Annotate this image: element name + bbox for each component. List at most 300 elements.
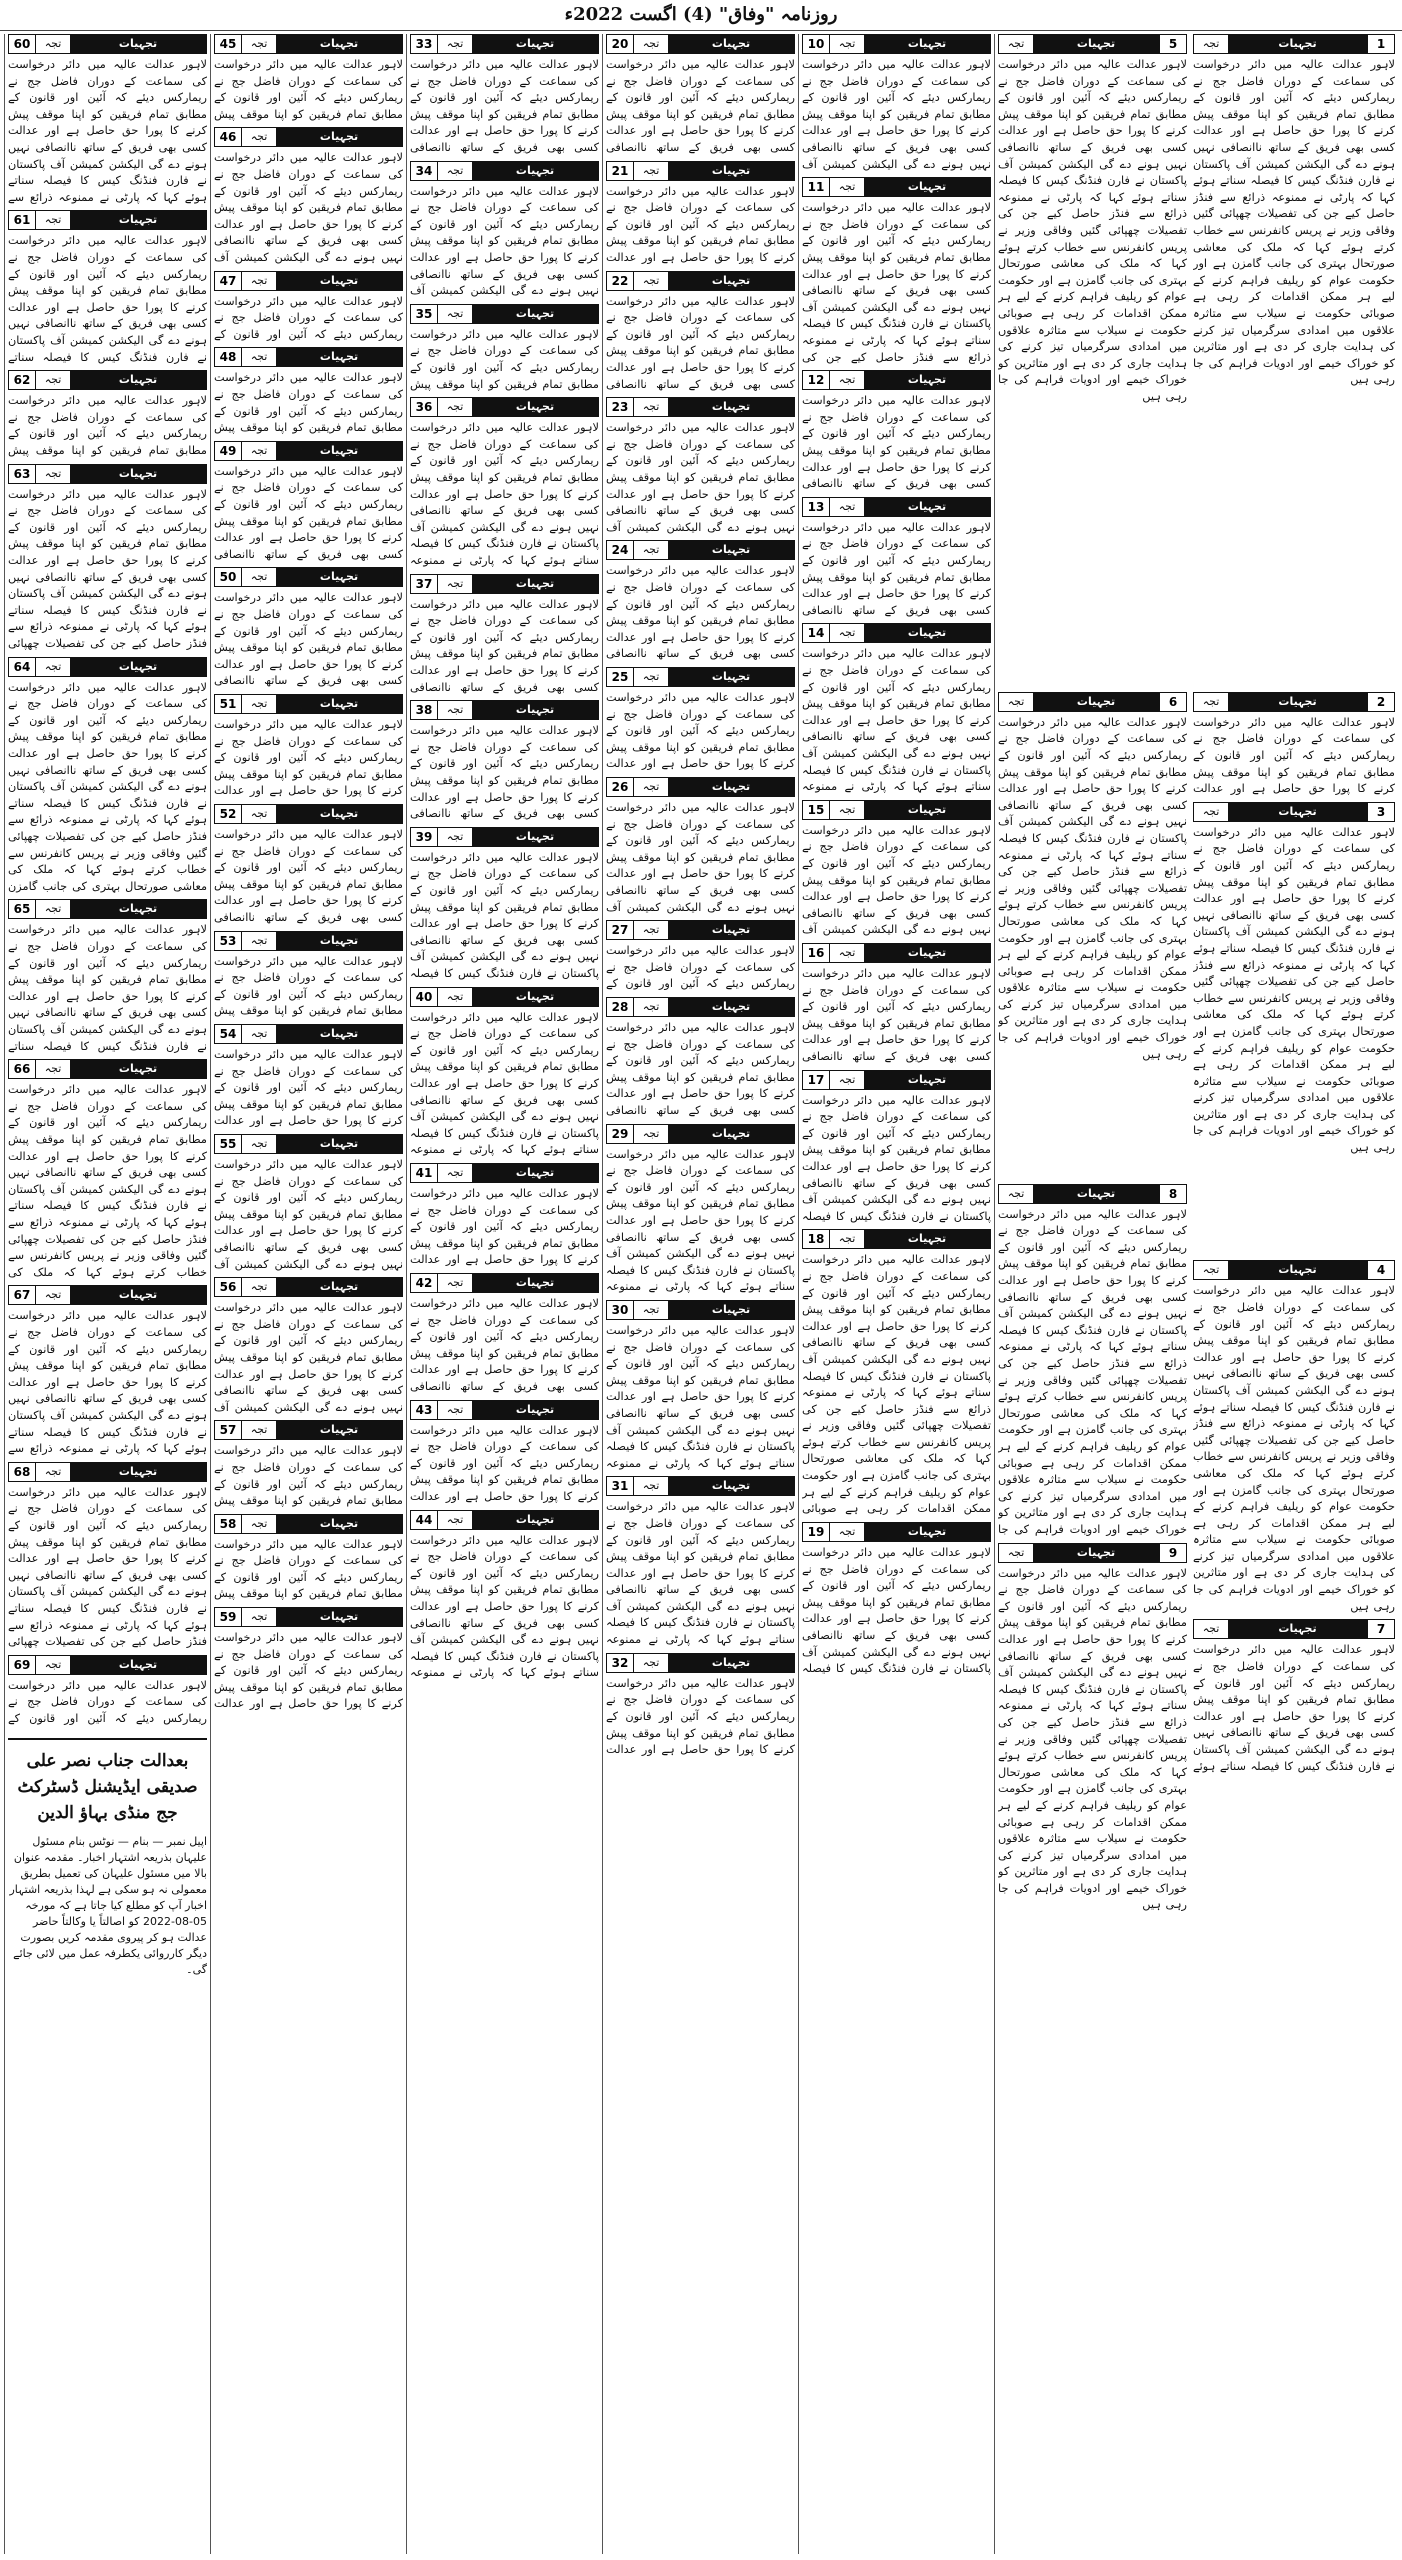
item-category-label: تجہیات <box>864 624 990 642</box>
news-item <box>8 1462 207 1651</box>
item-body: لاہور عدالت عالیہ میں دائر درخواست کی سماعت کے دوران فاضل جج نے ریمارکس دیئے کہ آئین اور قانون کے مطابق تمام فریقین کو اپنا موقف پیش <box>8 394 207 457</box>
item-header <box>410 34 599 54</box>
item-tag: تجہ <box>242 35 276 53</box>
item-body: لاہور عدالت عالیہ میں دائر درخواست کی سماعت کے دوران فاضل جج نے ریمارکس دیئے کہ آئین اور قانون کے مطابق تمام فریقین کو اپنا موقف پیش کرنے کا پورا حق حاصل ہے اور عدالت کسی بھی فریق کے ساتھ ناانصافی نہیں ہونے دے گی الیکشن کمیشن آف پاکستان نے فارن فنڈنگ کیس کا فیصلہ سناتے <box>8 923 207 1053</box>
news-item <box>1193 802 1395 1257</box>
news-item <box>8 370 207 459</box>
item-body: لاہور عدالت عالیہ میں دائر درخواست کی سماعت کے دوران فاضل جج نے ریمارکس دیئے کہ آئین اور قانون کے مطابق تمام فریقین کو اپنا موقف پیش کرنے کا پورا حق حاصل ہے اور عدالت کسی بھی فریق کے ساتھ ناانصافی <box>410 1296 599 1393</box>
news-item <box>8 899 207 1055</box>
item-tag: تجہ <box>830 944 864 962</box>
item-tag: تجہ <box>1194 35 1228 53</box>
item-category-label: تجہیات <box>70 1656 206 1674</box>
item-number: 14 <box>803 624 830 642</box>
item-tag: تجہ <box>999 693 1033 711</box>
item-body: لاہور عدالت عالیہ میں دائر درخواست کی سماعت کے دوران فاضل جج نے ریمارکس دیئے کہ آئین اور قانون کے مطابق تمام فریقین کو اپنا موقف پیش کرنے کا پورا حق حاصل ہے اور عدالت کسی بھی فریق کے ساتھ ناانصافی نہیں ہونے دے گی الیکشن کمیشن آف پاکستان نے فارن فنڈنگ کیس کا فیصلہ سناتے <box>8 234 207 364</box>
item-header <box>8 1655 207 1675</box>
item-tag: تجہ <box>242 1421 276 1439</box>
item-tag: تجہ <box>242 568 276 586</box>
news-item <box>214 271 403 344</box>
item-header <box>8 1285 207 1305</box>
item-body: لاہور عدالت عالیہ میں دائر درخواست کی سماعت کے دوران فاضل جج نے ریمارکس دیئے کہ آئین اور قانون کے مطابق تمام فریقین کو اپنا موقف پیش کرنے کا پورا حق حاصل ہے اور عدالت کسی بھی فریق کے ساتھ ناانصافی <box>410 597 599 694</box>
item-number: 33 <box>411 35 438 53</box>
item-body: لاہور عدالت عالیہ میں دائر درخواست کی سماعت کے دوران فاضل جج نے ریمارکس دیئے کہ آئین اور قانون کے مطابق تمام فریقین کو اپنا موقف پیش کرنے کا پورا حق حاصل ہے اور عدالت کسی بھی فریق کے ساتھ ناانصافی نہیں ہونے دے گی الیکشن کمیشن آف پاکستان نے فارن فنڈنگ کیس کا فیصلہ <box>802 1093 991 1223</box>
item-body: لاہور عدالت عالیہ میں دائر درخواست کی سماعت کے دوران فاضل جج نے ریمارکس دیئے کہ آئین اور قانون کے مطابق تمام فریقین کو اپنا موقف پیش کرنے کا پورا حق حاصل ہے اور عدالت <box>410 1186 599 1267</box>
item-category-label: تجہیات <box>668 1125 794 1143</box>
item-number: 36 <box>411 398 438 416</box>
news-item <box>606 920 795 993</box>
item-header <box>606 667 795 687</box>
item-body: لاہور عدالت عالیہ میں دائر درخواست کی سماعت کے دوران فاضل جج نے ریمارکس دیئے کہ آئین اور قانون کے <box>214 294 403 341</box>
item-body: لاہور عدالت عالیہ میں دائر درخواست کی سماعت کے دوران فاضل جج نے ریمارکس دیئے کہ آئین اور قانون کے مطابق تمام فریقین کو اپنا موقف پیش کرنے کا پورا حق حاصل ہے اور عدالت کسی بھی فریق کے ساتھ ناانصافی نہیں ہونے دے گی الیکشن کمیشن آف پاکستان نے فارن فنڈنگ کیس کا فیصلہ سناتے ہوئے کہا کہ پارٹی نے ممنوعہ <box>410 1533 599 1680</box>
item-category-label: تجہیات <box>276 1278 402 1296</box>
item-body: لاہور عدالت عالیہ میں دائر درخواست کی سماعت کے دوران فاضل جج نے ریمارکس دیئے کہ آئین اور قانون کے مطابق تمام فریقین کو اپنا موقف پیش کرنے کا پورا حق حاصل ہے اور عدالت <box>214 1631 403 1711</box>
item-tag: تجہ <box>438 1164 472 1182</box>
item-header <box>802 34 991 54</box>
item-header <box>214 1134 403 1154</box>
item-body: لاہور عدالت عالیہ میں دائر درخواست کی سماعت کے دوران فاضل جج نے ریمارکس دیئے کہ آئین اور قانون کے مطابق تمام فریقین کو اپنا موقف پیش کرنے کا پورا حق حاصل ہے اور عدالت <box>1193 715 1395 796</box>
item-header <box>1193 692 1395 712</box>
item-header <box>410 987 599 1007</box>
item-body: لاہور عدالت عالیہ میں دائر درخواست کی سماعت کے دوران فاضل جج نے ریمارکس دیئے کہ آئین اور قانون کے مطابق تمام فریقین کو اپنا موقف پیش کرنے کا پورا حق حاصل ہے اور عدالت کسی بھی فریق کے ساتھ ناانصافی نہیں ہونے دے گی الیکشن کمیشن آف پاکستان نے فارن فنڈنگ کیس کا فیصلہ سناتے ہوئے کہا کہ پارٹی نے ممنوعہ ذرائع سے فنڈز حاصل کیے جن کی تفصیلات چھپائی <box>8 487 207 650</box>
item-tag: تجہ <box>634 1477 668 1495</box>
item-tag: تجہ <box>634 1654 668 1672</box>
item-number: 29 <box>607 1125 634 1143</box>
news-item <box>802 943 991 1066</box>
news-item <box>606 997 795 1120</box>
item-body: لاہور عدالت عالیہ میں دائر درخواست کی سماعت کے دوران فاضل جج نے ریمارکس دیئے کہ آئین اور قانون کے مطابق تمام فریقین کو اپنا موقف پیش کرنے کا پورا حق حاصل ہے اور عدالت کسی بھی فریق کے ساتھ ناانصافی نہیں ہونے دے گی الیکشن کمیشن آف پاکستان نے فارن فنڈنگ کیس کا فیصلہ سناتے ہوئے کہا کہ پارٹی نے ممنوعہ ذرائع سے فنڈز حاصل کیے جن کی تفصیلات چھپائی گئیں وفاقی وزیر نے پریس کانفرنس سے خطاب کرتے ہوئے کہا کہ ملک کی معاشی صورتحال بہتری کی جانب گامزن ہے اور حکومت عوام کو ریلیف فراہم کرنے کے لیے ہر ممکن اقدامات کر رہی ہے صوبائی حکومت نے سیلاب سے متاثرہ علاقوں میں امدادی سرگرمیاں تیز کرنے کی ہدایت جاری کر دی ہے اور متاثرین کو خوراک خیمے اور ادویات فراہم کی جا رہی ہیں <box>1193 58 1395 387</box>
news-item <box>214 694 403 800</box>
news-item <box>606 271 795 394</box>
item-category-label: تجہیات <box>864 1523 990 1541</box>
item-body: لاہور عدالت عالیہ میں دائر درخواست کی سماعت کے دوران فاضل جج نے ریمارکس دیئے کہ آئین اور قانون کے مطابق تمام فریقین کو اپنا موقف پیش کرنے کا پورا حق حاصل ہے اور عدالت کسی بھی فریق کے ساتھ ناانصافی نہیں ہونے دے گی الیکشن کمیشن آف پاکستان نے فارن فنڈنگ کیس کا فیصلہ سناتے ہوئے کہا کہ پارٹی نے ممنوعہ <box>606 1500 795 1647</box>
item-number: 67 <box>9 1286 36 1304</box>
item-number: 55 <box>215 1135 242 1153</box>
news-column <box>602 34 798 2554</box>
item-body: لاہور عدالت عالیہ میں دائر درخواست کی سماعت کے دوران فاضل جج نے ریمارکس دیئے کہ آئین اور قانون کے مطابق تمام فریقین کو اپنا موقف پیش کرنے کا پورا حق حاصل ہے اور عدالت کسی بھی فریق کے ساتھ ناانصافی نہیں ہونے دے گی الیکشن کمیشن آف پاکستان نے فارن فنڈنگ کیس کا فیصلہ سناتے ہوئے کہا کہ پارٹی نے ممنوعہ <box>606 1147 795 1294</box>
news-item <box>214 804 403 927</box>
item-header <box>8 899 207 919</box>
news-item <box>410 987 599 1159</box>
item-category-label: تجہیات <box>276 1608 402 1626</box>
item-header <box>410 1400 599 1420</box>
item-body: لاہور عدالت عالیہ میں دائر درخواست کی سماعت کے دوران فاضل جج نے ریمارکس دیئے کہ آئین اور قانون کے مطابق تمام فریقین کو اپنا موقف پیش کرنے کا پورا حق حاصل ہے اور عدالت کسی بھی فریق کے ساتھ ناانصافی نہیں ہونے دے گی الیکشن کمیشن آف پاکستان نے فارن فنڈنگ کیس کا فیصلہ سناتے ہوئے کہا کہ پارٹی نے ممنوعہ <box>606 1323 795 1470</box>
news-item <box>8 34 207 206</box>
item-number: 61 <box>9 211 36 229</box>
item-body: لاہور عدالت عالیہ میں دائر درخواست کی سماعت کے دوران فاضل جج نے ریمارکس دیئے کہ آئین اور قانون کے مطابق تمام فریقین کو اپنا موقف پیش کرنے کا پورا حق حاصل ہے اور عدالت کسی بھی فریق کے ساتھ ناانصافی نہیں ہونے دے گی الیکشن کمیشن آف پاکستان نے فارن فنڈنگ کیس کا فیصلہ سناتے ہوئے کہا کہ پارٹی نے ممنوعہ ذرائع سے <box>8 58 207 204</box>
item-body: لاہور عدالت عالیہ میں دائر درخواست کی سماعت کے دوران فاضل جج نے ریمارکس دیئے کہ آئین اور قانون کے مطابق تمام فریقین کو اپنا موقف پیش <box>410 327 599 391</box>
item-body: لاہور عدالت عالیہ میں دائر درخواست کی سماعت کے دوران فاضل جج نے ریمارکس دیئے کہ آئین اور قانون کے مطابق تمام فریقین کو اپنا موقف پیش کرنے کا پورا حق حاصل ہے اور عدالت کسی بھی فریق کے ساتھ ناانصافی نہیں ہونے دے گی الیکشن کمیشن آف <box>214 1157 403 1271</box>
item-number: 35 <box>411 305 438 323</box>
item-category-label: تجہیات <box>472 305 598 323</box>
item-category-label: تجہیات <box>668 541 794 559</box>
item-tag: تجہ <box>438 398 472 416</box>
item-category-label: تجہیات <box>668 1654 794 1672</box>
item-tag: تجہ <box>36 465 70 483</box>
item-tag: تجہ <box>438 1511 472 1529</box>
item-body: لاہور عدالت عالیہ میں دائر درخواست کی سماعت کے دوران فاضل جج نے ریمارکس دیئے کہ آئین اور قانون کے مطابق تمام فریقین کو اپنا موقف پیش کرنے کا پورا حق حاصل ہے اور عدالت کسی بھی فریق کے ساتھ ناانصافی نہیں ہونے دے گی الیکشن کمیشن آف پاکستان نے فارن فنڈنگ کیس کا فیصلہ سناتے ہوئے کہا کہ پارٹی نے ممنوعہ ذرائع سے فنڈز حاصل کیے جن کی تفصیلات چھپائی گئیں وفاقی وزیر نے پریس کانفرنس سے خطاب کرتے ہوئے کہا کہ ملک کی معاشی صورتحال بہتری کی جانب گامزن ہے اور حکومت عوام کو ریلیف فراہم کرنے کے لیے ہر ممکن اقدامات کر رہی ہے صوبائی حکومت نے سیلاب سے متاثرہ علاقوں میں امدادی سرگرمیاں تیز کرنے کی ہدایت جاری کر دی ہے اور متاثرین کو خوراک خیمے اور ادویات فراہم کی جا رہی ہیں <box>1193 1284 1395 1613</box>
item-tag: تجہ <box>438 162 472 180</box>
item-tag: تجہ <box>634 1125 668 1143</box>
item-category-label: تجہیات <box>276 1135 402 1153</box>
item-header <box>802 800 991 820</box>
news-item <box>8 1059 207 1281</box>
item-tag: تجہ <box>438 988 472 1006</box>
item-category-label: تجہیات <box>276 1421 402 1439</box>
item-number: 53 <box>215 932 242 950</box>
item-number: 38 <box>411 701 438 719</box>
item-header <box>8 464 207 484</box>
item-category-label: تجہیات <box>864 1071 990 1089</box>
item-category-label: تجہیات <box>668 162 794 180</box>
item-header <box>410 1273 599 1293</box>
item-number: 20 <box>607 35 634 53</box>
item-category-label: تجہیات <box>668 398 794 416</box>
item-body: لاہور عدالت عالیہ میں دائر درخواست کی سماعت کے دوران فاضل جج نے ریمارکس دیئے کہ آئین اور قانون کے مطابق تمام فریقین کو اپنا موقف پیش کرنے کا پورا حق حاصل ہے اور عدالت کسی بھی فریق کے ساتھ ناانصافی نہیں ہونے دے گی الیکشن کمیشن آف <box>214 1301 403 1414</box>
item-number: 21 <box>607 162 634 180</box>
item-number: 57 <box>215 1421 242 1439</box>
item-header <box>214 347 403 367</box>
news-item <box>214 1134 403 1273</box>
item-number: 60 <box>9 35 36 53</box>
item-category-label: تجہیات <box>1033 1544 1159 1562</box>
news-item <box>214 931 403 1020</box>
news-item <box>214 34 403 123</box>
item-body: لاہور عدالت عالیہ میں دائر درخواست کی سماعت کے دوران فاضل جج نے ریمارکس دیئے کہ آئین اور قانون کے مطابق تمام فریقین کو اپنا موقف پیش کرنے کا پورا حق حاصل ہے اور عدالت کسی بھی فریق کے ساتھ ناانصافی نہیں ہونے دے گی الیکشن کمیشن آف پاکستان نے فارن فنڈنگ کیس کا فیصلہ سناتے ہوئے کہا کہ پارٹی نے ممنوعہ <box>802 647 991 794</box>
item-category-label: تجہیات <box>1228 803 1367 821</box>
item-tag: تجہ <box>438 1401 472 1419</box>
item-tag: تجہ <box>242 805 276 823</box>
item-number: 46 <box>215 128 242 146</box>
item-header <box>1193 1619 1395 1639</box>
item-number: 15 <box>803 801 830 819</box>
item-header <box>410 827 599 847</box>
item-body: لاہور عدالت عالیہ میں دائر درخواست کی سماعت کے دوران فاضل جج نے ریمارکس دیئے کہ آئین اور قانون کے <box>8 1678 207 1725</box>
item-number: 45 <box>215 35 242 53</box>
news-item <box>410 574 599 697</box>
item-number: 5 <box>1159 35 1186 53</box>
news-item <box>606 397 795 536</box>
item-tag: تجہ <box>634 272 668 290</box>
item-header <box>214 1607 403 1627</box>
item-body: لاہور عدالت عالیہ میں دائر درخواست کی سماعت کے دوران فاضل جج نے ریمارکس دیئے کہ آئین اور قانون کے <box>606 944 795 991</box>
item-header <box>410 700 599 720</box>
news-item <box>8 657 207 896</box>
item-body: لاہور عدالت عالیہ میں دائر درخواست کی سماعت کے دوران فاضل جج نے ریمارکس دیئے کہ آئین اور قانون کے مطابق تمام فریقین کو اپنا موقف پیش کرنے کا پورا حق حاصل ہے اور عدالت کسی بھی فریق کے ساتھ ناانصافی نہیں ہونے دے گی الیکشن کمیشن آف پاکستان نے فارن فنڈنگ کیس کا فیصلہ سناتے ہوئے کہا کہ پارٹی نے ممنوعہ ذرائع سے فنڈز حاصل کیے جن کی تفصیلات چھپائی گئیں وفاقی وزیر نے پریس کانفرنس سے خطاب کرتے ہوئے کہا کہ ملک کی معاشی صورتحال بہتری کی جانب گامزن ہے اور حکومت عوام کو ریلیف فراہم کرنے کے لیے ہر ممکن اقدامات کر رہی ہے صوبائی حکومت نے سیلاب سے متاثرہ علاقوں میں امدادی سرگرمیاں تیز کرنے کی ہدایت جاری کر دی ہے اور متاثرین کو خوراک خیمے اور ادویات فراہم کی جا رہی ہیں <box>998 1566 1187 1912</box>
item-number: 27 <box>607 921 634 939</box>
item-category-label: تجہیات <box>70 465 206 483</box>
item-body: لاہور عدالت عالیہ میں دائر درخواست کی سماعت کے دوران فاضل جج نے ریمارکس دیئے کہ آئین اور قانون کے مطابق تمام فریقین کو اپنا موقف پیش کرنے کا پورا حق حاصل ہے اور عدالت کسی بھی فریق کے ساتھ ناانصافی نہیں ہونے دے گی الیکشن کمیشن آف <box>410 184 599 298</box>
item-category-label: تجہیات <box>276 695 402 713</box>
item-header <box>410 1163 599 1183</box>
item-number: 24 <box>607 541 634 559</box>
news-column <box>1190 34 1398 2554</box>
item-header <box>606 397 795 417</box>
item-category-label: تجہیات <box>1033 693 1159 711</box>
item-body: لاہور عدالت عالیہ میں دائر درخواست کی سماعت کے دوران فاضل جج نے ریمارکس دیئے کہ آئین اور قانون کے مطابق تمام فریقین کو اپنا موقف پیش کرنے کا پورا حق حاصل ہے اور عدالت <box>606 1676 795 1757</box>
item-number: 58 <box>215 1515 242 1533</box>
item-body: لاہور عدالت عالیہ میں دائر درخواست کی سماعت کے دوران فاضل جج نے ریمارکس دیئے کہ آئین اور قانون کے مطابق تمام فریقین کو اپنا موقف پیش <box>214 1537 403 1601</box>
item-number: 44 <box>411 1511 438 1529</box>
item-tag: تجہ <box>438 1274 472 1292</box>
item-tag: تجہ <box>830 498 864 516</box>
item-category-label: تجہیات <box>864 35 990 53</box>
item-number: 42 <box>411 1274 438 1292</box>
item-tag: تجہ <box>999 1185 1033 1203</box>
item-category-label: تجہیات <box>864 178 990 196</box>
item-tag: تجہ <box>1194 1620 1228 1638</box>
item-tag: تجہ <box>438 305 472 323</box>
item-header <box>8 210 207 230</box>
news-item <box>606 161 795 267</box>
item-category-label: تجہیات <box>864 944 990 962</box>
item-number: 40 <box>411 988 438 1006</box>
item-category-label: تجہیات <box>1228 693 1367 711</box>
item-tag: تجہ <box>36 211 70 229</box>
news-item <box>998 34 1187 688</box>
item-number: 39 <box>411 828 438 846</box>
item-body: لاہور عدالت عالیہ میں دائر درخواست کی سماعت کے دوران فاضل جج نے ریمارکس دیئے کہ آئین اور قانون کے مطابق تمام فریقین کو اپنا موقف پیش کرنے کا پورا حق حاصل ہے اور عدالت <box>214 717 403 798</box>
item-tag: تجہ <box>830 801 864 819</box>
item-category-label: تجہیات <box>864 371 990 389</box>
news-column <box>4 34 210 2554</box>
news-item <box>214 127 403 266</box>
item-tag: تجہ <box>999 1544 1033 1562</box>
item-category-label: تجہیات <box>472 1274 598 1292</box>
item-header <box>410 397 599 417</box>
item-header <box>606 1653 795 1673</box>
news-column <box>994 34 1190 2554</box>
item-body: لاہور عدالت عالیہ میں دائر درخواست کی سماعت کے دوران فاضل جج نے ریمارکس دیئے کہ آئین اور قانون کے مطابق تمام فریقین کو اپنا موقف پیش کرنے کا پورا حق حاصل ہے اور عدالت کسی بھی فریق کے ساتھ ناانصافی نہیں ہونے دے گی الیکشن کمیشن آف پاکستان نے فارن فنڈنگ کیس کا فیصلہ سناتے ہوئے کہا کہ پارٹی نے ممنوعہ ذرائع سے فنڈز حاصل کیے جن کی تفصیلات چھپائی گئیں وفاقی وزیر نے پریس کانفرنس سے خطاب کرتے ہوئے کہا کہ ملک کی معاشی صورتحال بہتری کی جانب گامزن ہے اور حکومت عوام کو ریلیف فراہم کرنے کے لیے ہر ممکن اقدامات کر رہی ہے صوبائی حکومت نے سیلاب سے متاثرہ علاقوں میں امدادی سرگرمیاں تیز کرنے کی ہدایت جاری کر دی ہے اور متاثرین کو خوراک خیمے اور ادویات فراہم کی جا <box>998 1207 1187 1536</box>
item-header <box>214 1420 403 1440</box>
item-tag: تجہ <box>830 624 864 642</box>
item-header <box>606 920 795 940</box>
news-item <box>998 692 1187 1180</box>
item-number: 3 <box>1367 803 1394 821</box>
item-number: 25 <box>607 668 634 686</box>
item-header <box>606 161 795 181</box>
news-item <box>8 1285 207 1457</box>
item-category-label: تجہیات <box>276 128 402 146</box>
news-item <box>1193 1619 1395 1775</box>
item-number: 30 <box>607 1301 634 1319</box>
item-body: لاہور عدالت عالیہ میں دائر درخواست کی سماعت کے دوران فاضل جج نے ریمارکس دیئے کہ آئین اور قانون کے مطابق تمام فریقین کو اپنا موقف پیش کرنے کا پورا حق حاصل ہے اور عدالت کسی بھی فریق کے ساتھ ناانصافی نہیں ہونے دے گی الیکشن کمیشن آف پاکستان نے فارن فنڈنگ کیس کا فیصلہ <box>802 1545 991 1676</box>
item-body: لاہور عدالت عالیہ میں دائر درخواست کی سماعت کے دوران فاضل جج نے ریمارکس دیئے کہ آئین اور قانون کے مطابق تمام فریقین کو اپنا موقف پیش <box>214 954 403 1018</box>
item-category-label: تجہیات <box>70 900 206 918</box>
news-item <box>802 34 991 173</box>
item-header <box>214 127 403 147</box>
item-tag: تجہ <box>242 695 276 713</box>
item-body: لاہور عدالت عالیہ میں دائر درخواست کی سماعت کے دوران فاضل جج نے ریمارکس دیئے کہ آئین اور قانون کے مطابق تمام فریقین کو اپنا موقف پیش کرنے کا پورا حق حاصل ہے اور عدالت کسی بھی فریق کے ساتھ ناانصافی نہیں ہونے دے گی الیکشن کمیشن آف پاکستان نے فارن فنڈنگ کیس کا فیصلہ <box>410 850 599 980</box>
item-category-label: تجہیات <box>668 1477 794 1495</box>
item-tag: تجہ <box>438 35 472 53</box>
item-number: 51 <box>215 695 242 713</box>
item-category-label: تجہیات <box>70 371 206 389</box>
item-tag: تجہ <box>830 371 864 389</box>
item-number: 22 <box>607 272 634 290</box>
item-tag: تجہ <box>242 1278 276 1296</box>
item-number: 32 <box>607 1654 634 1672</box>
item-header <box>606 271 795 291</box>
item-header <box>606 1300 795 1320</box>
item-category-label: تجہیات <box>472 162 598 180</box>
item-body: لاہور عدالت عالیہ میں دائر درخواست کی سماعت کے دوران فاضل جج نے ریمارکس دیئے کہ آئین اور قانون کے مطابق تمام فریقین کو اپنا موقف پیش کرنے کا پورا حق حاصل ہے اور عدالت کسی بھی فریق کے ساتھ ناانصافی نہیں ہونے دے گی الیکشن کمیشن آف پاکستان نے فارن فنڈنگ کیس کا فیصلہ سناتے ہوئے کہا کہ پارٹی نے ممنوعہ ذرائع سے فنڈز حاصل کیے جن کی <box>802 201 991 364</box>
item-tag: تجہ <box>634 398 668 416</box>
item-tag: تجہ <box>242 1135 276 1153</box>
item-body: لاہور عدالت عالیہ میں دائر درخواست کی سماعت کے دوران فاضل جج نے ریمارکس دیئے کہ آئین اور قانون کے مطابق تمام فریقین کو اپنا موقف پیش کرنے کا پورا حق حاصل ہے اور عدالت کسی بھی فریق کے ساتھ ناانصافی نہیں ہونے دے گی الیکشن کمیشن آف <box>802 58 991 171</box>
news-item <box>410 700 599 823</box>
news-item <box>606 667 795 773</box>
item-number: 56 <box>215 1278 242 1296</box>
item-number: 48 <box>215 348 242 366</box>
item-category-label: تجہیات <box>472 35 598 53</box>
item-number: 65 <box>9 900 36 918</box>
item-category-label: تجہیات <box>668 1301 794 1319</box>
item-number: 62 <box>9 371 36 389</box>
item-header <box>8 1462 207 1482</box>
page-title: روزنامہ "وفاق" (4) اگست 2022ء <box>0 0 1402 31</box>
news-item <box>214 347 403 436</box>
item-tag: تجہ <box>634 998 668 1016</box>
item-tag: تجہ <box>1194 803 1228 821</box>
news-item <box>606 1476 795 1648</box>
item-category-label: تجہیات <box>472 1401 598 1419</box>
item-number: 69 <box>9 1656 36 1674</box>
item-body: لاہور عدالت عالیہ میں دائر درخواست کی سماعت کے دوران فاضل جج نے ریمارکس دیئے کہ آئین اور قانون کے مطابق تمام فریقین کو اپنا موقف پیش کرنے کا پورا حق حاصل ہے اور عدالت کسی بھی فریق کے ساتھ ناانصافی نہیں ہونے دے گی الیکشن کمیشن آف پاکستان نے فارن فنڈنگ کیس کا فیصلہ سناتے ہوئے کہا کہ پارٹی نے ممنوعہ ذرائع سے فنڈز حاصل کیے جن کی تفصیلات چھپائی گئیں وفاقی وزیر نے پریس کانفرنس سے خطاب کرتے ہوئے کہا کہ ملک کی معاشی صورتحال بہتری کی جانب گامزن ہے اور حکومت عوام کو ریلیف فراہم کرنے کے لیے ہر ممکن اقدامات کر رہی ہے صوبائی حکومت نے سیلاب سے متاثرہ علاقوں میں امدادی سرگرمیاں تیز کرنے کی ہدایت جاری کر دی ہے اور متاثرین کو خوراک خیمے اور ادویات فراہم کی جا رہی ہیں <box>998 58 1187 403</box>
item-header <box>606 34 795 54</box>
item-header <box>214 271 403 291</box>
item-number: 1 <box>1367 35 1394 53</box>
item-header <box>214 1024 403 1044</box>
news-item <box>410 161 599 300</box>
item-number: 26 <box>607 778 634 796</box>
item-number: 12 <box>803 371 830 389</box>
news-item <box>214 441 403 564</box>
item-tag: تجہ <box>242 128 276 146</box>
item-category-label: تجہیات <box>472 988 598 1006</box>
item-category-label: تجہیات <box>70 1463 206 1481</box>
news-item <box>1193 34 1395 688</box>
item-category-label: تجہیات <box>472 701 598 719</box>
item-tag: تجہ <box>634 668 668 686</box>
item-tag: تجہ <box>438 701 472 719</box>
item-body: لاہور عدالت عالیہ میں دائر درخواست کی سماعت کے دوران فاضل جج نے ریمارکس دیئے کہ آئین اور قانون کے مطابق تمام فریقین کو اپنا موقف پیش کرنے کا پورا حق حاصل ہے اور عدالت کسی بھی فریق کے ساتھ ناانصافی <box>802 520 991 617</box>
item-tag: تجہ <box>1194 1261 1228 1279</box>
news-item <box>998 1543 1187 1931</box>
item-category-label: تجہیات <box>70 658 206 676</box>
item-category-label: تجہیات <box>70 35 206 53</box>
item-header <box>1193 802 1395 822</box>
item-body: لاہور عدالت عالیہ میں دائر درخواست کی سماعت کے دوران فاضل جج نے ریمارکس دیئے کہ آئین اور قانون کے مطابق تمام فریقین کو اپنا موقف پیش کرنے کا پورا حق حاصل ہے اور عدالت کسی بھی فریق کے ساتھ ناانصافی <box>606 294 795 391</box>
item-category-label: تجہیات <box>276 568 402 586</box>
item-body: لاہور عدالت عالیہ میں دائر درخواست کی سماعت کے دوران فاضل جج نے ریمارکس دیئے کہ آئین اور قانون کے مطابق تمام فریقین کو اپنا موقف پیش کرنے کا پورا حق حاصل ہے اور عدالت <box>606 690 795 771</box>
news-item <box>410 1163 599 1269</box>
item-header <box>214 441 403 461</box>
item-category-label: تجہیات <box>1033 35 1159 53</box>
item-tag: تجہ <box>36 371 70 389</box>
item-body: لاہور عدالت عالیہ میں دائر درخواست کی سماعت کے دوران فاضل جج نے ریمارکس دیئے کہ آئین اور قانون کے مطابق تمام فریقین کو اپنا موقف پیش کرنے کا پورا حق حاصل ہے اور عدالت <box>214 1047 403 1128</box>
news-item <box>410 1400 599 1506</box>
item-category-label: تجہیات <box>668 272 794 290</box>
item-tag: تجہ <box>830 1230 864 1248</box>
item-body: لاہور عدالت عالیہ میں دائر درخواست کی سماعت کے دوران فاضل جج نے ریمارکس دیئے کہ آئین اور قانون کے مطابق تمام فریقین کو اپنا موقف پیش کرنے کا پورا حق حاصل ہے اور عدالت کسی بھی فریق کے ساتھ ناانصافی <box>410 58 599 154</box>
item-body: لاہور عدالت عالیہ میں دائر درخواست کی سماعت کے دوران فاضل جج نے ریمارکس دیئے کہ آئین اور قانون کے مطابق تمام فریقین کو اپنا موقف پیش کرنے کا پورا حق حاصل ہے اور عدالت کسی بھی فریق کے ساتھ ناانصافی <box>802 394 991 491</box>
item-tag: تجہ <box>36 1286 70 1304</box>
news-item <box>802 177 991 366</box>
news-column <box>406 34 602 2554</box>
item-tag: تجہ <box>830 1071 864 1089</box>
item-tag: تجہ <box>634 35 668 53</box>
news-item <box>8 464 207 653</box>
item-header <box>214 694 403 714</box>
item-category-label: تجہیات <box>276 932 402 950</box>
item-header <box>998 1543 1187 1563</box>
item-number: 59 <box>215 1608 242 1626</box>
item-header <box>802 177 991 197</box>
news-item <box>410 827 599 983</box>
item-header <box>606 997 795 1017</box>
item-category-label: تجہیات <box>276 442 402 460</box>
news-item <box>998 1184 1187 1539</box>
item-number: 47 <box>215 272 242 290</box>
item-header <box>410 574 599 594</box>
news-item <box>606 777 795 916</box>
news-item <box>214 1024 403 1130</box>
item-header <box>214 931 403 951</box>
item-category-label: تجہیات <box>668 921 794 939</box>
item-tag: تجہ <box>830 178 864 196</box>
news-item <box>606 1124 795 1296</box>
news-item <box>410 34 599 157</box>
item-tag: تجہ <box>634 778 668 796</box>
news-item <box>802 800 991 939</box>
newspaper-page <box>4 34 1398 2556</box>
item-body: لاہور عدالت عالیہ میں دائر درخواست کی سماعت کے دوران فاضل جج نے ریمارکس دیئے کہ آئین اور قانون کے مطابق تمام فریقین کو اپنا موقف پیش کرنے کا پورا حق حاصل ہے اور عدالت کسی بھی فریق کے ساتھ ناانصافی نہیں ہونے دے گی الیکشن کمیشن آف پاکستان نے فارن فنڈنگ کیس کا فیصلہ سناتے ہوئے کہا کہ پارٹی نے ممنوعہ ذرائع سے فنڈز حاصل کیے جن کی تفصیلات چھپائی گئیں وفاقی وزیر نے پریس کانفرنس سے خطاب کرتے ہوئے کہا کہ ملک کی معاشی صورتحال بہتری کی جانب گامزن <box>8 680 207 893</box>
news-item <box>802 1229 991 1518</box>
item-tag: تجہ <box>36 1060 70 1078</box>
item-tag: تجہ <box>438 828 472 846</box>
item-number: 37 <box>411 575 438 593</box>
item-category-label: تجہیات <box>276 35 402 53</box>
item-category-label: تجہیات <box>472 828 598 846</box>
news-item <box>606 1653 795 1759</box>
item-header <box>998 1184 1187 1204</box>
item-body: لاہور عدالت عالیہ میں دائر درخواست کی سماعت کے دوران فاضل جج نے ریمارکس دیئے کہ آئین اور قانون کے مطابق تمام فریقین کو اپنا موقف پیش کرنے کا پورا حق حاصل ہے اور عدالت <box>410 1423 599 1503</box>
item-header <box>214 1514 403 1534</box>
item-number: 68 <box>9 1463 36 1481</box>
item-body: لاہور عدالت عالیہ میں دائر درخواست کی سماعت کے دوران فاضل جج نے ریمارکس دیئے کہ آئین اور قانون کے مطابق تمام فریقین کو اپنا موقف پیش کرنے کا پورا حق حاصل ہے اور عدالت کسی بھی فریق کے ساتھ ناانصافی نہیں ہونے دے گی الیکشن کمیشن آف <box>214 151 403 264</box>
item-body: لاہور عدالت عالیہ میں دائر درخواست کی سماعت کے دوران فاضل جج نے ریمارکس دیئے کہ آئین اور قانون کے مطابق تمام فریقین کو اپنا موقف پیش کرنے کا پورا حق حاصل ہے اور عدالت کسی بھی فریق کے ساتھ ناانصافی نہیں ہونے دے گی الیکشن کمیشن آف پاکستان نے فارن فنڈنگ کیس کا فیصلہ سناتے ہوئے کہا کہ پارٹی نے ممنوعہ <box>410 421 599 567</box>
item-tag: تجہ <box>634 541 668 559</box>
item-category-label: تجہیات <box>864 1230 990 1248</box>
item-tag: تجہ <box>634 162 668 180</box>
item-category-label: تجہیات <box>668 778 794 796</box>
item-body: لاہور عدالت عالیہ میں دائر درخواست کی سماعت کے دوران فاضل جج نے ریمارکس دیئے کہ آئین اور قانون کے مطابق تمام فریقین کو اپنا موقف پیش کرنے کا پورا حق حاصل ہے اور عدالت کسی بھی فریق کے ساتھ ناانصافی <box>606 564 795 661</box>
item-number: 50 <box>215 568 242 586</box>
item-category-label: تجہیات <box>70 1060 206 1078</box>
item-tag: تجہ <box>634 921 668 939</box>
item-number: 9 <box>1159 1544 1186 1562</box>
item-number: 2 <box>1367 693 1394 711</box>
item-tag: تجہ <box>242 1515 276 1533</box>
item-body: لاہور عدالت عالیہ میں دائر درخواست کی سماعت کے دوران فاضل جج نے ریمارکس دیئے کہ آئین اور قانون کے مطابق تمام فریقین کو اپنا موقف پیش <box>214 1444 403 1508</box>
item-header <box>802 1070 991 1090</box>
item-number: 6 <box>1159 693 1186 711</box>
item-header <box>410 1510 599 1530</box>
item-category-label: تجہیات <box>864 801 990 819</box>
news-item <box>214 1514 403 1603</box>
item-tag: تجہ <box>1194 693 1228 711</box>
news-item <box>802 623 991 795</box>
